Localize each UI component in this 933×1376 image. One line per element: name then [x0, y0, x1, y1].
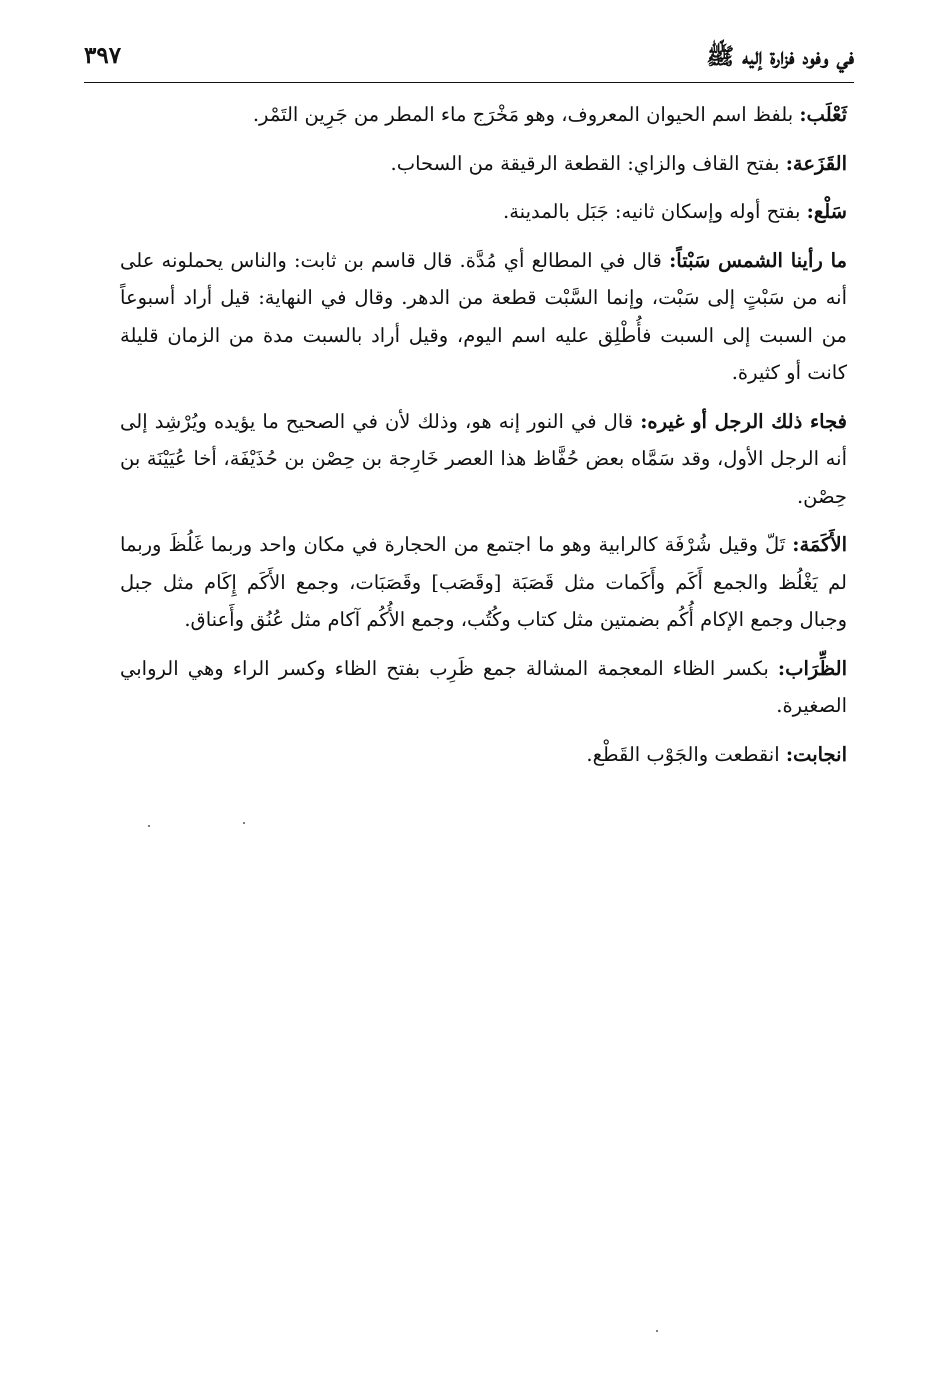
glossary-entry — [120, 96, 847, 134]
glossary-entry — [120, 403, 847, 516]
entry-text: بفتح القاف والزاي: القطعة الرقيقة من السحاب. — [390, 151, 786, 175]
glossary-entry — [120, 650, 847, 725]
entry-term: فجاء ذلك الرجل أو غيره: — [640, 409, 847, 433]
entry-term: سَلْع: — [806, 200, 847, 223]
entry-text: بفتح أوله وإسكان ثانيه: جَبَل بالمدينة. — [503, 200, 807, 223]
scan-speck — [148, 825, 150, 827]
page-number: ٣٩٧ — [84, 42, 122, 69]
scan-speck — [243, 822, 245, 824]
entry-term: انجابت: — [785, 742, 847, 766]
glossary-entry — [120, 736, 847, 774]
entry-text: انقطعت والجَوْب القَطْع. — [586, 742, 786, 766]
glossary-entry — [120, 145, 847, 183]
entry-text: بكسر الظاء المعجمة المشالة جمع ظَرِب بفتح الظاء وكسر الراء وهي الروابي الصغيرة. — [120, 656, 847, 717]
entry-term: ما رأينا الشمس سَبْتاً: — [669, 248, 847, 272]
entry-text: قال في المطالع أي مُدَّة. قال قاسم بن ثابت: والناس يحملونه على أنه من سَبْتٍ إلى سَبْت، وإنما السَّبْت قطعة من الدهر. وقال في النهاية: قيل أراد أسبوعاً من السبت إلى السبت فأُطْلِق عليه اسم اليوم، وقيل أراد بالسبت مدة من الزمان قليلة كانت أو كثيرة. — [120, 248, 847, 384]
entry-text: قال في النور إنه هو، وذلك لأن في الصحيح ما يؤيده ويُرْشِد إلى أنه الرجل الأول، وقد سَمَّاه بعض حُفَّاظ هذا العصر خَارِجة بن حِصْن بن حُذَيْفَة، أخا عُيَيْنَة بن حِصْن. — [120, 409, 847, 508]
glossary-entry — [120, 526, 847, 639]
entry-term: الأَكَمَة: — [792, 533, 847, 556]
page-body — [120, 96, 847, 784]
entry-term: الظِّرَاب: — [777, 656, 847, 680]
entry-text: تَلّ وقيل شُرْفَة كالرابية وهو ما اجتمع من الحجارة في مكان واحد وربما غَلُظَ وربما لم يَغْلُظ والجمع أَكَم وأَكَمات مثل قَصَبَة [وقَصَب] وقَصَبَات، وجمع الأَكَم إِكَام مثل جبل وجبال وجمع الإكام أُكُم بضمتين مثل كتاب وكُتُب، وجمع الأُكُم آكام مثل عُنُق وأَعناق. — [120, 533, 847, 631]
entry-text: بلفظ اسم الحيوان المعروف، وهو مَخْرَج ماء المطر من جَرِين التَمْر. — [252, 103, 800, 126]
entry-term: القَزَعة: — [785, 151, 847, 175]
scan-speck — [656, 1330, 658, 1332]
entry-term: ثَعْلَب: — [799, 103, 847, 126]
glossary-entry — [120, 193, 847, 231]
page-header — [84, 32, 854, 83]
glossary-entry — [120, 242, 847, 392]
running-title: في وفود فزارة إليه ﷺ — [706, 43, 854, 70]
